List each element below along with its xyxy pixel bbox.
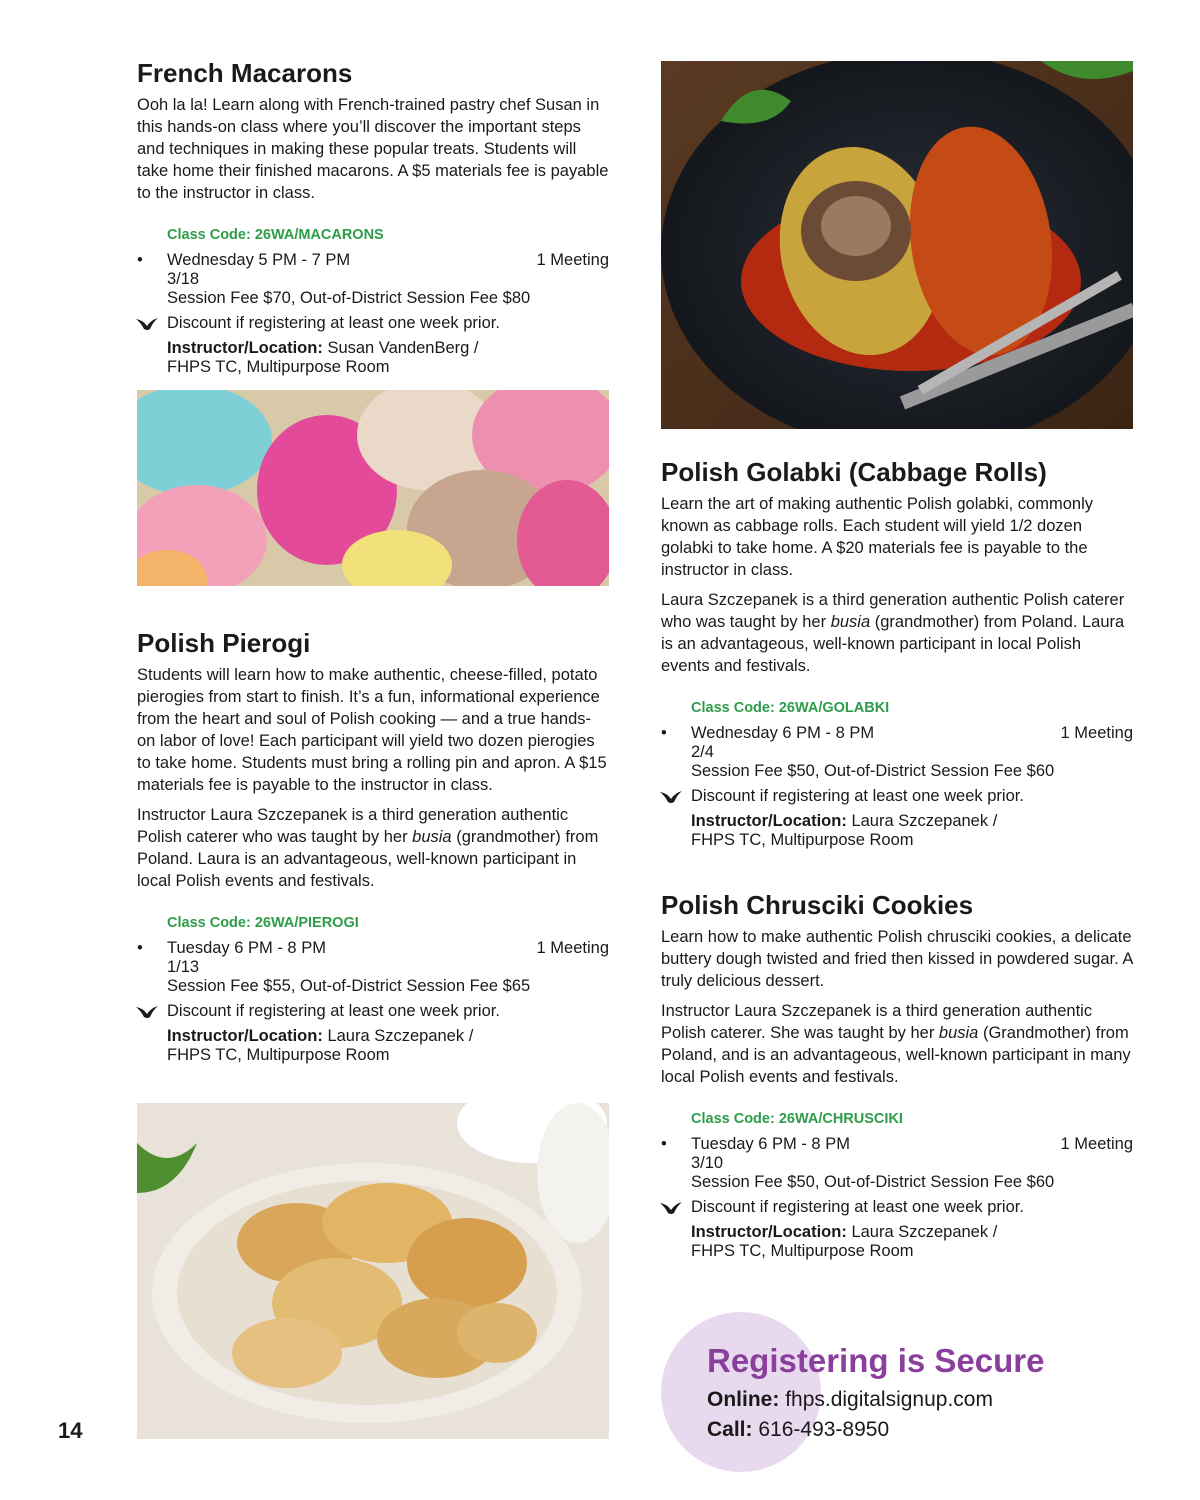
phone-number-link[interactable]: 616-493-8950 <box>758 1418 890 1441</box>
bullet-icon: • <box>661 724 667 742</box>
pierogi-photo <box>137 1103 609 1439</box>
pierogi-title: Polish Pierogi <box>137 628 311 658</box>
macarons-instructor-location <box>167 339 609 377</box>
instructor-label: Instructor/Location: <box>167 1027 323 1045</box>
golabki-instructor-location <box>691 812 1133 850</box>
golabki-discount: Discount if registering at least one week prior. <box>691 787 1024 805</box>
pierogi-instructor-location <box>167 1027 609 1065</box>
golabki-discount-row <box>691 787 1133 806</box>
macarons-class-info <box>137 226 609 377</box>
golabki-meetings: 1 Meeting <box>1060 724 1133 742</box>
macarons-instructor: Susan VandenBerg / <box>327 339 479 357</box>
chrusciki-description: Learn how to make authentic Polish chrusciki cookies, a delicate buttery dough twisted and fried then kissed in powdered sugar. A truly delicious dessert. <box>661 928 1133 990</box>
bullet-icon: • <box>137 251 143 269</box>
golabki-photo <box>661 61 1133 429</box>
bird-icon <box>135 316 159 332</box>
page-number: 14 <box>58 1418 83 1443</box>
golabki-title: Polish Golabki (Cabbage Rolls) <box>661 457 1047 487</box>
golabki-bio: Laura Szczepanek is a third generation authentic Polish caterer who was taught by her busia (grandmother) from Poland. Laura is an advantageous, well-known participant in local Polish events and festivals. <box>661 591 1125 675</box>
macarons-location: FHPS TC, Multipurpose Room <box>167 358 390 376</box>
chrusciki-discount: Discount if registering at least one week prior. <box>691 1198 1024 1216</box>
bird-icon <box>135 1004 159 1020</box>
macarons-fee: Session Fee $70, Out-of-District Session Fee $80 <box>167 289 531 307</box>
instructor-label: Instructor/Location: <box>691 812 847 830</box>
pierogi-section <box>137 628 609 1065</box>
chrusciki-title: Polish Chrusciki Cookies <box>661 890 974 920</box>
bullet-icon: • <box>661 1135 667 1153</box>
macarons-meetings: 1 Meeting <box>536 251 609 269</box>
pierogi-description: Students will learn how to make authentic, cheese-filled, potato pierogies from start to finish. It’s a fun, informational experience from the heart and soul of Polish cooking — and a true hands-on labor of love! Each participant will yield two dozen pierogies to take home. Students must bring a rolling pin and apron. A $15 materials fee is payable to the instructor in class. <box>137 666 607 794</box>
chrusciki-meetings: 1 Meeting <box>1060 1135 1133 1153</box>
macarons-date: 3/18 <box>167 270 200 288</box>
pierogi-schedule: Tuesday 6 PM - 8 PM <box>167 939 326 957</box>
macarons-schedule-row <box>137 251 609 270</box>
bird-icon <box>659 789 683 805</box>
golabki-description: Learn the art of making authentic Polish golabki, commonly known as cabbage rolls. Each student will yield 1/2 dozen golabki to take home. A $20 materials fee is payable to the instructor in class. <box>661 495 1093 579</box>
instructor-label: Instructor/Location: <box>167 339 323 357</box>
right-column <box>661 457 1133 1261</box>
chrusciki-schedule: Tuesday 6 PM - 8 PM <box>691 1135 850 1153</box>
online-url-link[interactable]: fhps.digitalsignup.com <box>785 1388 993 1411</box>
bullet-icon: • <box>137 939 143 957</box>
register-call-row <box>707 1418 889 1442</box>
golabki-location: FHPS TC, Multipurpose Room <box>691 831 914 849</box>
golabki-schedule-row <box>661 724 1133 743</box>
chrusciki-instructor: Laura Szczepanek / <box>851 1223 998 1241</box>
pierogi-location: FHPS TC, Multipurpose Room <box>167 1046 390 1064</box>
pierogi-column <box>137 628 609 1065</box>
macarons-schedule: Wednesday 5 PM - 7 PM <box>167 251 351 269</box>
macarons-discount: Discount if registering at least one week prior. <box>167 314 500 332</box>
pierogi-instructor: Laura Szczepanek / <box>327 1027 474 1045</box>
instructor-label: Instructor/Location: <box>691 1223 847 1241</box>
chrusciki-instructor-location <box>691 1223 1133 1261</box>
golabki-date: 2/4 <box>691 743 714 761</box>
left-column <box>137 58 609 377</box>
golabki-class-info <box>661 699 1133 850</box>
chrusciki-bio: Instructor Laura Szczepanek is a third generation authentic Polish caterer. She was taught by her busia (Grandmother) from Poland, and is an advantageous, well-known participant in many local Polish events and festivals. <box>661 1002 1131 1086</box>
call-label: Call: <box>707 1418 753 1441</box>
online-label: Online: <box>707 1388 780 1411</box>
golabki-class-code[interactable]: Class Code: 26WA/GOLABKI <box>691 700 890 716</box>
chrusciki-schedule-row <box>661 1135 1133 1154</box>
chrusciki-discount-row <box>691 1198 1133 1217</box>
golabki-section <box>661 457 1133 850</box>
macarons-section <box>137 58 609 377</box>
chrusciki-date: 3/10 <box>691 1154 724 1172</box>
chrusciki-section <box>661 890 1133 1261</box>
macarons-discount-row <box>167 314 609 333</box>
macarons-description: Ooh la la! Learn along with French-trained pastry chef Susan in this hands-on class where you’ll discover the important steps and techniques in making these popular treats. Students will take home their finished macarons. A $5 materials fee is payable to the instructor in class. <box>137 96 609 202</box>
register-online-row <box>707 1388 993 1412</box>
golabki-fee: Session Fee $50, Out-of-District Session Fee $60 <box>691 762 1055 780</box>
register-title: Registering is Secure <box>707 1342 1045 1379</box>
pierogi-discount: Discount if registering at least one week prior. <box>167 1002 500 1020</box>
pierogi-fee: Session Fee $55, Out-of-District Session Fee $65 <box>167 977 531 995</box>
chrusciki-location: FHPS TC, Multipurpose Room <box>691 1242 914 1260</box>
golabki-schedule: Wednesday 6 PM - 8 PM <box>691 724 875 742</box>
macarons-photo <box>137 390 609 586</box>
pierogi-class-info <box>137 914 609 1065</box>
chrusciki-fee: Session Fee $50, Out-of-District Session Fee $60 <box>691 1173 1055 1191</box>
pierogi-bio: Instructor Laura Szczepanek is a third generation authentic Polish caterer who was taught by her busia (grandmother) from Poland. Laura is an advantageous, well-known participant in local Polish events and festivals. <box>137 806 599 890</box>
chrusciki-class-info <box>661 1110 1133 1261</box>
macarons-class-code[interactable]: Class Code: 26WA/MACARONS <box>167 227 384 243</box>
pierogi-meetings: 1 Meeting <box>536 939 609 957</box>
bird-icon <box>659 1200 683 1216</box>
pierogi-schedule-row <box>137 939 609 958</box>
golabki-instructor: Laura Szczepanek / <box>851 812 998 830</box>
pierogi-date: 1/13 <box>167 958 200 976</box>
macarons-title: French Macarons <box>137 58 353 88</box>
pierogi-discount-row <box>167 1002 609 1021</box>
pierogi-class-code[interactable]: Class Code: 26WA/PIEROGI <box>167 915 359 931</box>
chrusciki-class-code[interactable]: Class Code: 26WA/CHRUSCIKI <box>691 1111 903 1127</box>
